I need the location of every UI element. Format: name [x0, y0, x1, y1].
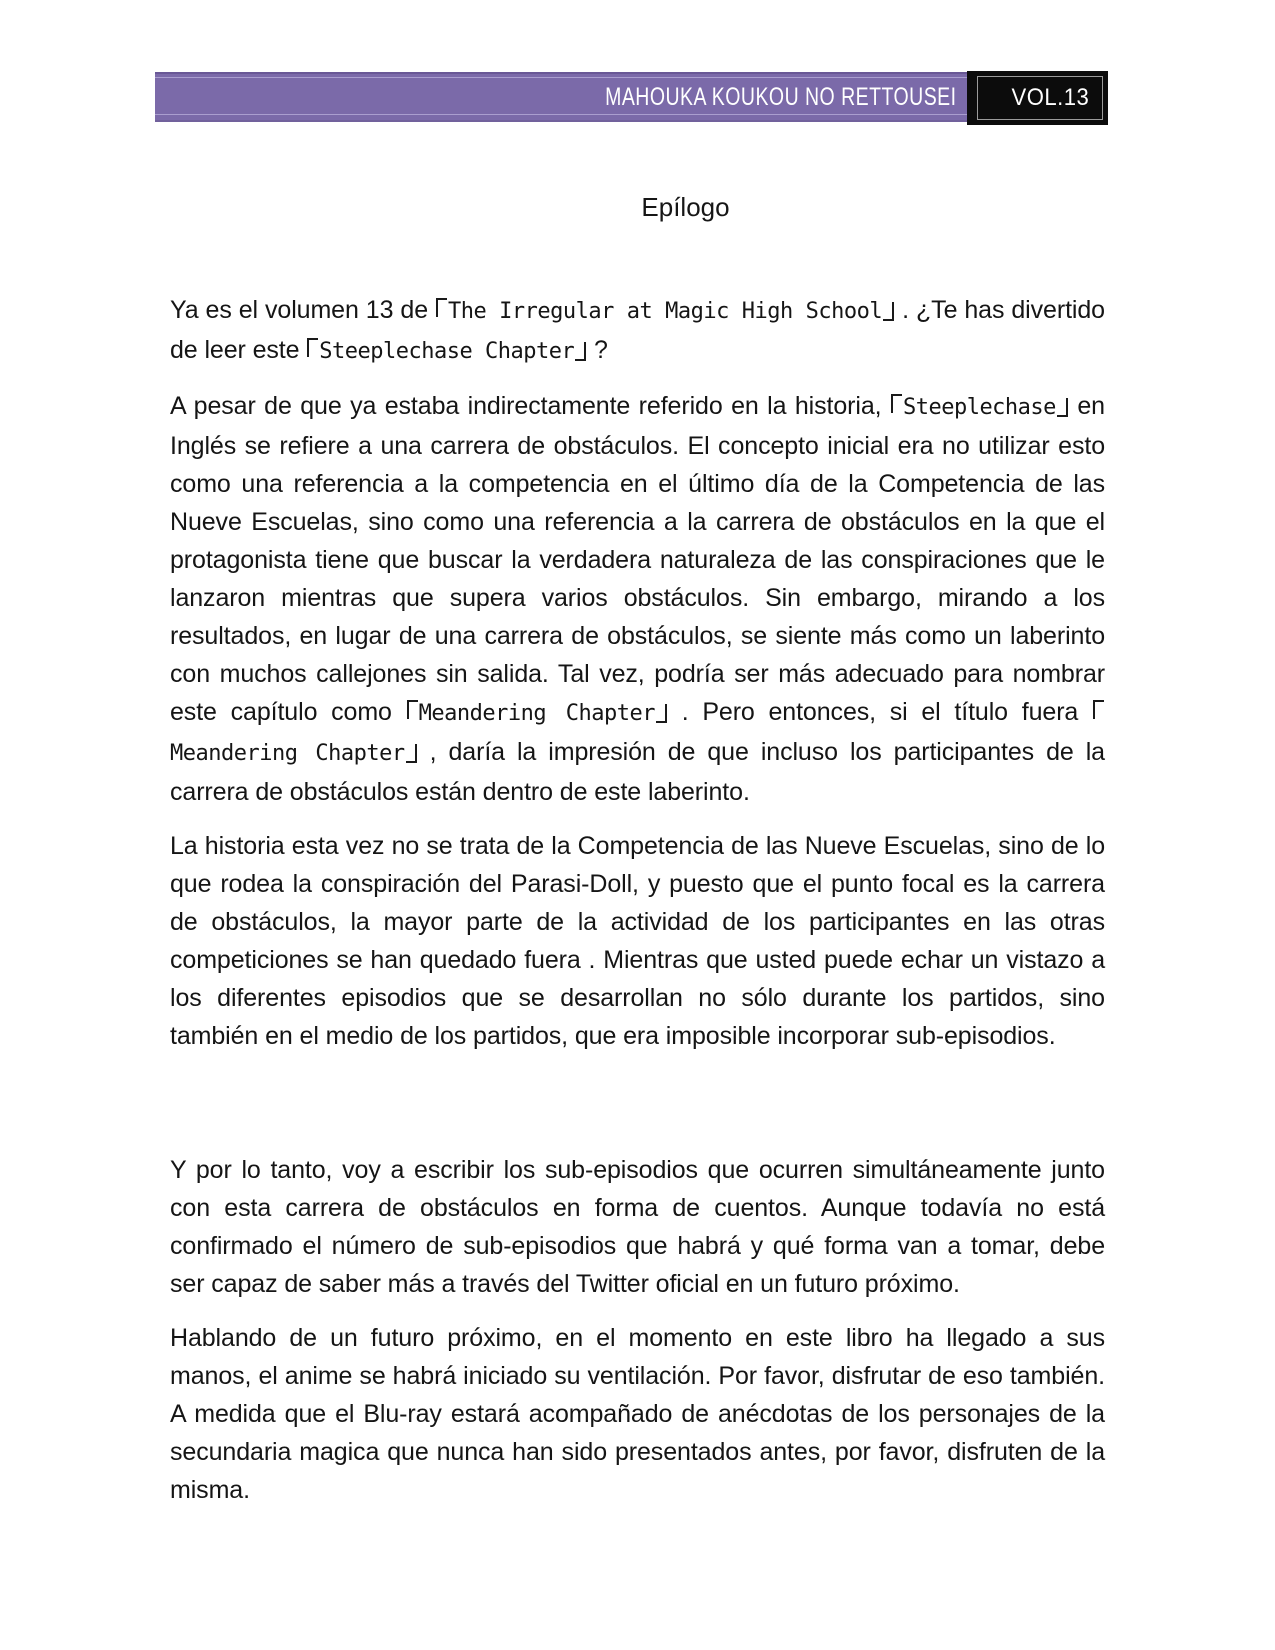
cjk-open-bracket	[435, 298, 448, 322]
cjk-open-bracket	[890, 394, 903, 418]
cjk-close-bracket	[1056, 394, 1069, 418]
paragraph	[170, 291, 1105, 371]
text-segment: Hablando de un futuro próximo, en el momento en este libro ha llegado a sus manos, el anime se habrá iniciado su ventilación. Por favor, disfrutar de eso también. A medida que el Blu-ray estará acompañado de anécdotas de los personajes de la secundaria magica que nunca han sido presentados antes, por favor, disfruten de la misma.	[170, 1324, 1105, 1504]
paragraph	[170, 387, 1105, 811]
cjk-close-bracket	[882, 298, 895, 322]
header-purple-bar	[155, 72, 967, 122]
book-title-segment: Meandering Chapter	[170, 701, 1105, 766]
header-series-title: MAHOUKA KOUKOU NO RETTOUSEI	[605, 82, 957, 111]
book-title-segment: Meandering Chapter	[406, 701, 668, 726]
cjk-open-bracket	[306, 338, 319, 362]
text-segment: , daría la impresión de que incluso los participantes de la carrera de obstáculos están dentro de este laberinto.	[170, 738, 1105, 806]
text-segment: ?	[587, 336, 608, 364]
text-segment: Ya es el volumen 13 de	[170, 296, 436, 324]
paragraph	[170, 1151, 1105, 1303]
text-segment: La historia esta vez no se trata de la Competencia de las Nueve Escuelas, sino de lo que rodea la conspiración del Parasi-Doll, y puesto que el punto focal es la carrera de obstáculos, la mayor parte de la actividad de los participantes en las otras competiciones se han quedado fuera . Mientras que usted puede echar un vistazo a los diferentes episodios que se desarrollan no sólo durante los partidos, sino también en el medio de los partidos, que era imposible incorporar sub-episodios.	[170, 832, 1105, 1050]
paragraph	[170, 1319, 1105, 1509]
book-title-segment: The Irregular at Magic High School	[435, 299, 895, 324]
text-segment: A pesar de que ya estaba indirectamente referido en la historia,	[170, 392, 890, 420]
cjk-close-bracket	[574, 338, 587, 362]
document-body	[170, 192, 1105, 1525]
book-title-segment: Steeplechase Chapter	[306, 339, 587, 364]
book-title-segment: Steeplechase	[890, 395, 1069, 420]
text-segment: Y por lo tanto, voy a escribir los sub-episodios que ocurren simultáneamente junto con esta carrera de obstáculos en forma de cuentos. Aunque todavía no está confirmado el número de sub-episodios que habrá y qué forma van a tomar, debe ser capaz de saber más a través del Twitter oficial en un futuro próximo.	[170, 1156, 1105, 1298]
paragraph	[170, 827, 1105, 1055]
header-volume-label: VOL.13	[1011, 84, 1090, 111]
paragraphs	[170, 291, 1105, 1509]
cjk-open-bracket	[406, 700, 419, 724]
cjk-close-bracket	[405, 740, 418, 764]
page-title: Epílogo	[641, 192, 730, 222]
text-segment: . ¿Te has divertido de leer este	[170, 296, 1105, 364]
cjk-close-bracket	[655, 700, 668, 724]
text-segment: . Pero entonces, si el título fuera	[667, 698, 1092, 726]
header-volume-box	[967, 71, 1108, 125]
text-segment: en Inglés se refiere a una carrera de obstáculos. El concepto inicial era no utilizar esto como una referencia a la competencia en el último día de la Competencia de las Nueve Escuelas, sino como una referencia a la carrera de obstáculos en la que el protagonista tiene que buscar la verdadera naturaleza de las conspiraciones que le lanzaron mientras que supera varios obstáculos. Sin embargo, mirando a los resultados, en lugar de una carrera de obstáculos, se siente más como un laberinto con muchos callejones sin salida. Tal vez, podría ser más adecuado para nombrar este capítulo como	[170, 392, 1105, 726]
cjk-open-bracket	[1092, 700, 1105, 724]
